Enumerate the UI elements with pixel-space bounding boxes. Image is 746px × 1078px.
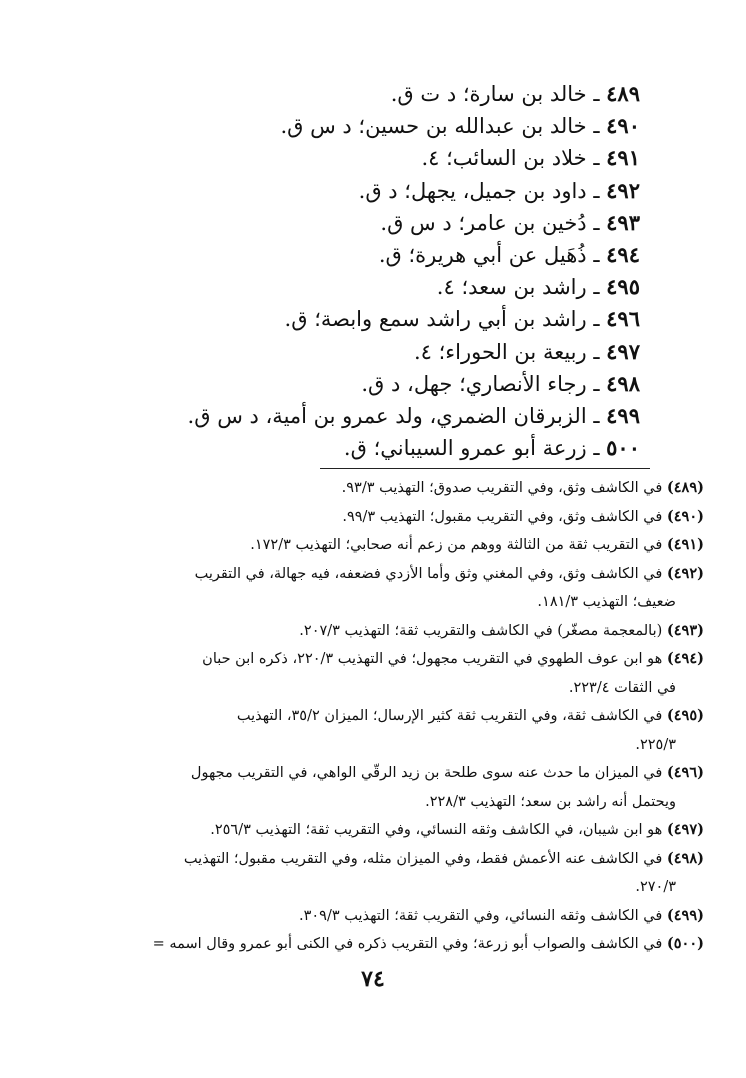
entry-number: ٤٩١: [606, 145, 640, 171]
footnote-list: [44, 474, 704, 959]
entry-text: ـ دُخين بن عامر؛ د س ق.: [380, 210, 607, 235]
footnote-number: (٤٩٣): [666, 621, 704, 639]
entry-line: [80, 400, 640, 432]
footnote-number: (٤٩٥): [666, 707, 704, 724]
entry-number: ٤٩٧: [606, 338, 640, 364]
footnote-text: في الميزان ما حدث عنه سوى طلحة بن زيد الرقّي الواهي، في التقريب مجهول: [190, 765, 667, 781]
footnote-text: هو ابن شيبان، في الكاشف وثقه النسائي، وفي التقريب ثقة؛ التهذيب ٢٥٦/٣.: [210, 822, 667, 838]
footnote-divider: [320, 468, 650, 469]
footnote-continuation: ٢٢٥/٣.: [635, 736, 676, 753]
entry-number: ٤٩٨: [606, 370, 640, 396]
entry-text: ـ راشد بن سعد؛ ٤.: [436, 275, 607, 300]
footnote-continuation: ويحتمل أنه راشد بن سعد؛ التهذيب ٢٢٨/٣.: [425, 793, 676, 810]
footnote-continuation: في الثقات ٢٢٣/٤.: [568, 679, 676, 696]
footnote-continuation: ٢٧٠/٣.: [635, 879, 676, 895]
footnote-text: في الكاشف عنه الأعمش فقط، وفي الميزان مثله، وفي التقريب مقبول؛ التهذيب: [183, 850, 667, 867]
entry-number: ٤٩٥: [606, 274, 640, 300]
entry-number: ٤٩٣: [606, 209, 640, 235]
entry-text: ـ زرعة أبو عمرو السيباني؛ ق.: [343, 436, 607, 461]
entry-line: [80, 175, 640, 207]
footnote-text: في الكاشف وثق، وفي التقريب صدوق؛ التهذيب ٩٣/٣.: [341, 480, 667, 496]
footnote-text: هو ابن عوف الطهوي في التقريب مجهول؛ في التهذيب ٢٢٠/٣، ذكره ابن حبان: [202, 651, 667, 667]
entry-line: [80, 303, 640, 335]
entry-line: [80, 432, 640, 464]
footnote: [44, 645, 704, 702]
footnote-number: (٤٩٨): [666, 849, 704, 867]
footnote-number: (٤٨٩): [666, 479, 704, 496]
footnote-text: في الكاشف وثق، وفي التقريب مقبول؛ التهذيب ٩٩/٣.: [342, 508, 667, 525]
footnote-number: (٤٩٧): [666, 821, 704, 838]
entry-number: ٤٩٤: [606, 241, 640, 267]
footnote-number: (٤٩١): [666, 536, 704, 553]
entry-text: ـ ذُهَيل عن أبي هريرة؛ ق.: [378, 242, 607, 267]
entry-text: ـ راشد بن أبي راشد سمع وابصة؛ ق.: [284, 307, 607, 332]
footnote-number: (٤٩٦): [666, 764, 704, 781]
entry-line: [80, 336, 640, 368]
entry-line: [80, 78, 640, 110]
footnote: [44, 702, 704, 759]
entry-number: ٤٨٩: [606, 81, 640, 106]
footnote: [44, 560, 704, 617]
footnote-text: في الكاشف والصواب أبو زرعة؛ وفي التقريب ذكره في الكنى أبو عمرو وقال اسمه =: [152, 936, 667, 952]
footnote: [44, 474, 704, 503]
entry-line: [80, 110, 640, 142]
entry-text: ـ خالد بن عبدالله بن حسين؛ د س ق.: [280, 114, 607, 139]
entry-list: [80, 78, 640, 464]
footnote: [44, 503, 704, 532]
entry-number: ٤٩٢: [606, 177, 640, 203]
entry-text: ـ ربيعة بن الحوراء؛ ٤.: [413, 339, 607, 364]
footnote-text: (بالمعجمة مصغّر) في الكاشف والتقريب ثقة؛ التهذيب ٢٠٧/٣.: [299, 622, 667, 639]
entry-text: ـ الزبرقان الضمري، ولد عمرو بن أمية، د س ق.: [187, 403, 607, 428]
footnote: [44, 930, 704, 959]
footnote-text: في الكاشف ثقة، وفي التقريب ثقة كثير الإرسال؛ الميزان ٣٥/٢، التهذيب: [236, 708, 667, 724]
entry-number: ٥٠٠: [606, 435, 640, 461]
entry-number: ٤٩٠: [606, 113, 640, 139]
footnote-number: (٤٩٢): [666, 564, 704, 582]
entry-line: [80, 271, 640, 303]
footnote-number: (٤٩٠): [666, 507, 704, 525]
footnote-text: في الكاشف وثقه النسائي، وفي التقريب ثقة؛ التهذيب ٣٠٩/٣.: [298, 907, 667, 924]
entry-line: [80, 142, 640, 174]
entry-line: [80, 368, 640, 400]
entry-line: [80, 207, 640, 239]
entry-text: ـ خالد بن سارة؛ د ت ق.: [390, 82, 607, 106]
footnote: [44, 759, 704, 816]
footnote: [44, 845, 704, 902]
footnote: [44, 617, 704, 646]
footnote: [44, 816, 704, 845]
entry-text: ـ خلاد بن السائب؛ ٤.: [421, 146, 607, 171]
footnote-text: في التقريب ثقة من الثالثة ووهم من زعم أنه صحابي؛ التهذيب ١٧٢/٣.: [250, 537, 667, 553]
entry-text: ـ داود بن جميل، يجهل؛ د ق.: [358, 178, 607, 203]
footnote-number: (٥٠٠): [666, 935, 704, 952]
footnote-number: (٤٩٩): [666, 906, 704, 924]
entry-text: ـ رجاء الأنصاري؛ جهل، د ق.: [361, 371, 607, 396]
entry-number: ٤٩٦: [606, 306, 640, 332]
entry-line: [80, 239, 640, 271]
entry-number: ٤٩٩: [606, 402, 640, 428]
footnote: [44, 531, 704, 560]
footnote-continuation: ضعيف؛ التهذيب ١٨١/٣.: [537, 594, 676, 610]
footnote: [44, 902, 704, 931]
footnote-text: في الكاشف وثق، وفي المغني وثق وأما الأزدي فضعفه، فيه جهالة، في التقريب: [194, 565, 667, 582]
page-number: ٧٤: [361, 966, 385, 992]
footnote-number: (٤٩٤): [666, 650, 704, 667]
